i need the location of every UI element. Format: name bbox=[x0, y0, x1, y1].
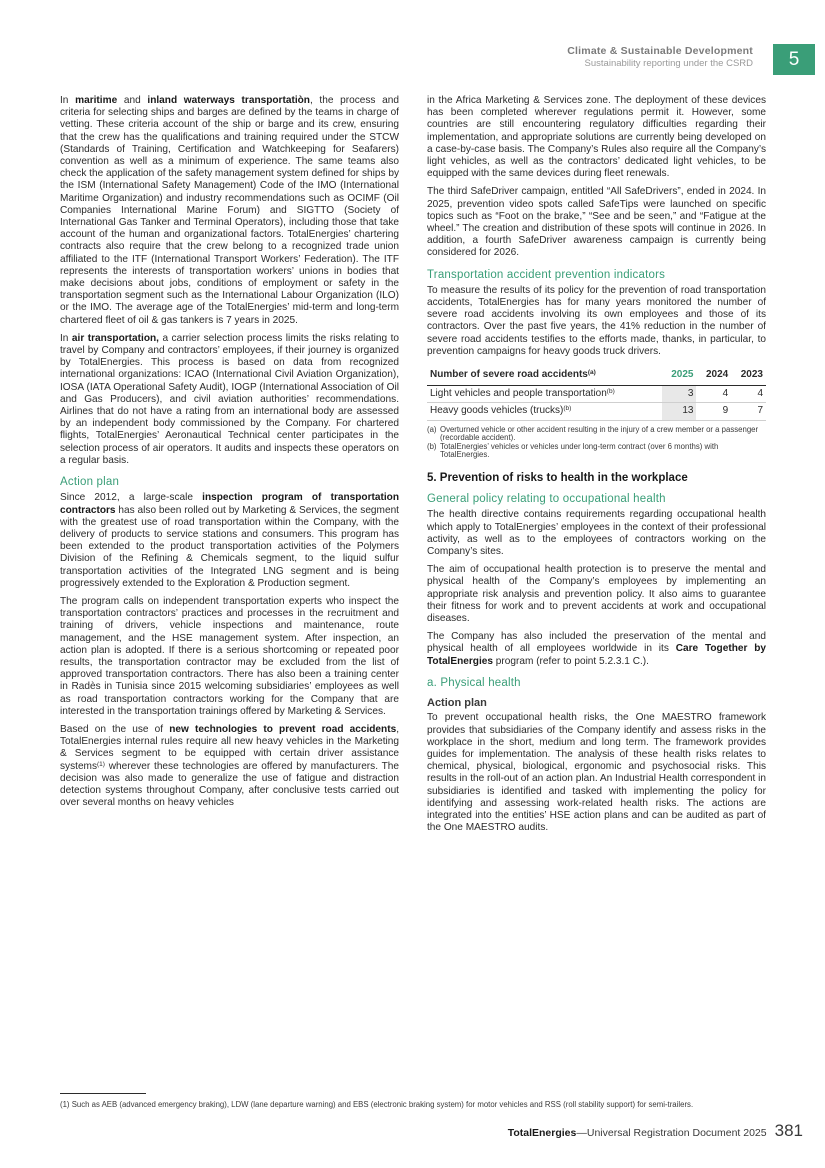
running-header bbox=[567, 45, 753, 69]
footnote: (1) Such as AEB (advanced emergency braking), LDW (lane departure warning) and EBS (electronic braking system) for motor vehicles and RSS (roll stability support) for semi-trailers. bbox=[60, 1100, 694, 1109]
right-column bbox=[427, 95, 766, 840]
page-footer bbox=[508, 1121, 803, 1141]
table-header-label: Number of severe road accidents$^{(a)}$ bbox=[427, 366, 662, 386]
physical-health-heading: a. Physical health bbox=[427, 676, 521, 689]
row-label: Heavy goods vehicles (trucks)$^{(b)}$ bbox=[427, 403, 662, 420]
care-together-paragraph: The Company has also included the preservation of the mental and physical health of all employees worldwide in its Care Together by TotalEnergies program (refer to point 5.2.3.1 C.). bbox=[427, 631, 766, 667]
air-transport-paragraph: In air transportation, a carrier selection process limits the risks relating to travel by Company and contractors’ employees, if their journey is organized by TotalEnergies. This process is based on data from recognized international organizations: ICAO (International Civil Aviation Organization), IOSA (IATA Operational Safety Audit), IOGP (International Association of Oil and Gas Producers), and civil aviation authorities’ recommendations. Airlines that do not have a rating from an international body are assessed by an independent body commissioned by the Company. For chartered flights, TotalEnergies’ Aeronautical Technical center participates in the selection process of air operators. It audits and inspects these operators on a regular basis. bbox=[60, 332, 400, 466]
health-protection-paragraph: The aim of occupational health protection is to preserve the mental and physical health of the Company’s employees by implementing an appropriate risk analysis and prevention policy. It also aims to guarantee their fitness for work and to prevent accidents at work and occupational diseases. bbox=[427, 564, 766, 625]
table-cell: 9 bbox=[696, 403, 731, 420]
table-cell: 3 bbox=[662, 386, 697, 403]
maestro-paragraph: To prevent occupational health risks, the One MAESTRO framework provides that subsidiaries of the Company identify and assess risks in the workplace in the short, medium and long term. The framework provides guides for implementation. The analysis of these health risks relates to chemical, physical, biological, ergonomic and psychosocial risks. This results in the roll-out of an action plan. An Industrial Health correspondent in subsidiaries is identified and tasked with implementing the policy for identifying and assessing work-related health risks. The actions are integrated into the entities’ HSE action plans and can be audited as part of the One MAESTRO audits. bbox=[427, 712, 766, 834]
safedriver-paragraph: The third SafeDriver campaign, entitled “All SafeDrivers”, ended in 2024. In 2025, prevention video spots called SafeTips were launched on specific topics such as “Foot on the brake,” “See and be seen,” and “Fatigue at the wheel.” The creation and distribution of these spots will continue in 2026. In addition, a fourth SafeDriver awareness campaign is currently being considered for 2026. bbox=[427, 186, 766, 259]
action-plan-subheading: Action plan bbox=[427, 697, 487, 710]
footer-brand: TotalEnergies bbox=[507, 1127, 577, 1139]
table-row bbox=[427, 386, 766, 403]
health-directive-paragraph: The health directive contains requirements regarding occupational health which apply to TotalEnergies’ employees in the context of their professional activity, as well as to the employees of contractors working on the Company’s sites. bbox=[427, 509, 766, 558]
footer-separator: — bbox=[576, 1127, 587, 1139]
page-number: 381 bbox=[774, 1121, 803, 1140]
left-column bbox=[60, 95, 399, 815]
row-label: Light vehicles and people transportation$^{(b)}$ bbox=[427, 386, 662, 403]
footer-doc-title: Universal Registration Document 2025 bbox=[586, 1127, 767, 1139]
table-note: (a) Overturned vehicle or other accident resulting in the injury of a crew member or a passenger (recordable accident). bbox=[427, 424, 759, 443]
experts-paragraph: The program calls on independent transportation experts who inspect the transportation contractors’ practices and processes in the recruitment and training of drivers, vehicle inspections and maintenance, route management, and the HSE management system. After inspection, an action plan is adopted. If there is a serious shortcoming or repeated poor results, the transportation contractor may be excluded from the list of approved transportation contractors. There has also been a training center in Radès in Tunisia since 2015 welcoming subsidiaries’ employees as well as road transportation contractors working for the Company that are interested in the transportation trainings offered by Marketing & Services. bbox=[60, 595, 399, 717]
footnote-divider bbox=[60, 1093, 146, 1094]
table-cell: 7 bbox=[731, 403, 766, 420]
new-technologies-paragraph: Based on the use of new technologies to prevent road accidents, TotalEnergies internal rules require all new heavy vehicles in the Marketing & Services segment to be equipped with certain driver assistance systems$^{(1)}$ wherever these technologies are offered by manufacturers. The decision was also made to generalize the use of fatigue and distraction detection systems throughout Company, after conclusive tests carried out over several months on heavy vehicles bbox=[60, 723, 399, 809]
indicators-heading: Transportation accident prevention indicators bbox=[427, 268, 666, 281]
chapter-subtitle: Sustainability reporting under the CSRD bbox=[584, 58, 753, 69]
chapter-number-tab: 5 bbox=[773, 44, 815, 75]
action-plan-heading: Action plan bbox=[60, 476, 120, 489]
year-2023-header: 2023 bbox=[731, 366, 766, 386]
table-cell: 13 bbox=[662, 403, 697, 420]
inspection-program-paragraph: Since 2012, a large-scale inspection program of transportation contractors has also been rolled out by Marketing & Services, the segment with the greatest use of road transportation within the Company, with the delivery of products to service stations and consumers. This program has been extended to the product transportation activities of the Polymers Division of the Refining & Chemicals segment, to the liquid sulfur transportation activities of the Integrated LNG segment and is being progressively extended to the Exploration & Production segment. bbox=[60, 492, 399, 589]
severe-accidents-table bbox=[427, 366, 766, 421]
year-2025-header: 2025 bbox=[662, 366, 697, 386]
deployment-paragraph: in the Africa Marketing & Services zone. The deployment of these devices has been completed wherever regulations permit it. However, some countries are still encountering regulatory difficulties regarding their implementation, and appropriate solutions are currently being developed on a case-by-case basis. The Company’s Rules also require all the Company’s light vehicles, as well as the contractors’ dedicated light vehicles, to be equipped with the same devices during fleet renewals. bbox=[427, 95, 766, 180]
maritime-paragraph: In maritime and inland waterways transportatiòn, the process and criteria for selecting ships and barges are defined by the teams in charge of vetting. These criteria account of the ship or barge and its crew, ensuring that the crew has the qualifications and training required under the STCW (Standards of Training, Certification and Watchkeeping for Seafarers) convention as well as a minimum of experience. The same teams also check the application of the safety management system defined for ships by the ISM (International Safety Management) Code of the IMO (International Maritime Organization) and industry recommendations such as OCIMF (Oil Companies International Marine Forum) and SIGTTO (Society of International Gas Tanker and Terminal Operators), including those that take account of the human and organizational factors. TotalEnergies’ chartering contracts also require that the crew belong to a recognized trade union affiliated to the ITF (International Transport Workers’ Federation). The ITF represents the interests of transportation workers’ unions in bodies that make decisions about jobs, conditions of employment or safety in the transportation segment such as the International Labour Organization (ILO) or the IMO. The average age of the TotalEnergies’ mid-term and long-term chartered fleet of oil & gas tankers is 7 years in 2025. bbox=[60, 95, 399, 326]
section-heading: 5. Prevention of risks to health in the workplace bbox=[427, 472, 688, 485]
table-notes bbox=[427, 426, 766, 460]
table-cell: 4 bbox=[696, 386, 731, 403]
chapter-title: Climate & Sustainable Development bbox=[567, 45, 753, 57]
footnote-ref: (1) bbox=[97, 760, 105, 768]
year-2024-header: 2024 bbox=[696, 366, 731, 386]
general-policy-heading: General policy relating to occupational health bbox=[427, 493, 666, 506]
table-row bbox=[427, 403, 766, 420]
indicators-paragraph: To measure the results of its policy for the prevention of road transportation accidents, TotalEnergies has for many years monitored the number of severe road accidents involving its own employees and those of its contractors. Over the past five years, the 41% reduction in the number of severe road accidents testifies to the efforts made, thanks, in particular, to prevention campaigns for heavy goods truck drivers. bbox=[427, 284, 766, 357]
table-header-row bbox=[427, 366, 766, 386]
table-note: (b) TotalEnergies’ vehicles or vehicles under long-term contract (over 6 months) with TotalEnergies. bbox=[427, 441, 719, 460]
table-cell: 4 bbox=[731, 386, 766, 403]
